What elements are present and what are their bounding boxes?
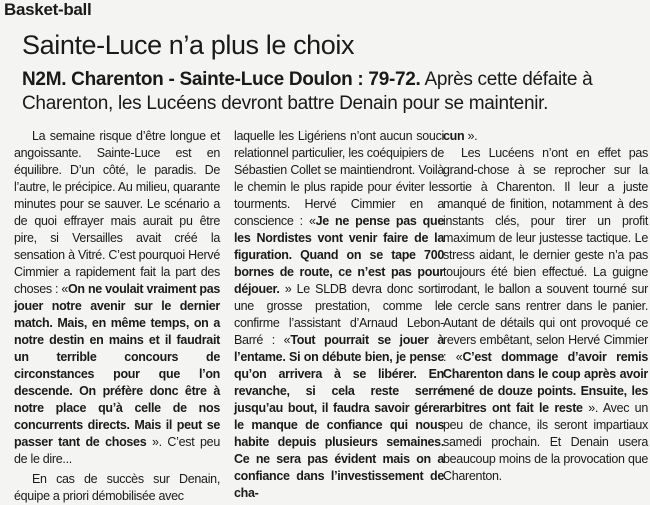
quote-text: Tout pourrait se jouer à l’entame. Si on débute bien, je pense qu’on arrivera à se libérer. En revanche, si cela reste serré jusqu’au bout, il faudra savoir gérer le manque de confiance qui nous habite depuis plusieurs semaines. Ce ne sera pas évident mais on a confiance dans l’investissement de cha- (234, 333, 444, 500)
quote-text: Je ne pense pas que les Nordistes vont venir faire de la figuration. Quand on se tape 700 bornes de route, ce n’est pas pour déjouer. (234, 214, 444, 296)
article-column-2 (234, 128, 444, 502)
body-text: » Le SLDB devra donc sortir une grosse prestation, comme le confirme l’assistant d’Arnaud Lebon-Barré : « (234, 282, 444, 347)
paragraph (443, 145, 648, 485)
body-text: laquelle les Ligériens n’ont aucun souci relationnel particulier, les coéquipiers de Sébastien Collet se maintiendront. Voilà le chemin le plus rapide pour éviter les tourments. Hervé Cimmier en a conscience : « (234, 129, 444, 228)
paragraph (14, 128, 220, 468)
deck (22, 68, 646, 116)
quote-text: C’est dommage d’avoir remis Charenton dans le coup après avoir mené de douze points. Ensuite, les arbitres ont fait le reste (443, 350, 649, 415)
body-text: Les Lucéens n’ont en effet pas grand-chose à se reprocher sur la sortie à Charenton. Il leur a juste manqué de finition, notamment à des instants clés, pour tirer un profit maximum de leur justesse tactique. Le stress aidant, le dernier geste n’a pas toujours été bien effectué. La guigne rodant, le ballon a souvent tourné sur le cercle sans rentrer dans le panier. Autant de détails qui ont provoqué ce revers embêtant, selon Hervé Cimmier : « (443, 146, 648, 364)
paragraph (234, 128, 444, 502)
deck-lead-text: Après cette défaite à Charenton, les Lucéens devront battre Denain pour se maintenir. (22, 69, 593, 114)
body-text: La semaine risque d’être longue et angoissante. Sainte-Luce est en équilibre. D’un côté, le paradis. De l’autre, le précipice. Au milieu, quarante minutes pour se sauver. Le scénario a de quoi effrayer mais aurait pu être pire, si Versailles avait créé la sensation à Vitré. C’est pourquoi Hervé Cimmier a rapidement fait la part des choses : « (14, 129, 220, 296)
deck-lead-bold: N2M. Charenton - Sainte-Luce Doulon : 79-72. (22, 69, 421, 90)
article-column-3 (443, 128, 648, 485)
paragraph (443, 128, 648, 145)
paragraph: En cas de succès sur Denain, équipe a priori démobilisée avec (14, 472, 220, 503)
body-text: ». Avec un peu de chance, ils seront impartiaux samedi prochain. Et Denain usera beaucoup moins de la provocation que Charenton. (443, 401, 648, 483)
quote-text: On ne voulait vraiment pas jouer notre avenir sur le dernier match. Mais, en même temps, on a notre destin en mains et il faudrait un terrible concours de circonstances pour que l’on descende. On préfère donc être à notre place qu’à celle de nos concurrents directs. Mais il peut se passer tant de choses (14, 282, 220, 449)
quote-text: cun (443, 129, 465, 143)
body-text: ». C’est peu de le dire... (14, 435, 220, 466)
section-rubric: Basket-ball (4, 0, 92, 19)
headline: Sainte-Luce n’a plus le choix (22, 30, 355, 60)
article-column-1 (14, 128, 220, 505)
body-text: ». (464, 129, 478, 143)
